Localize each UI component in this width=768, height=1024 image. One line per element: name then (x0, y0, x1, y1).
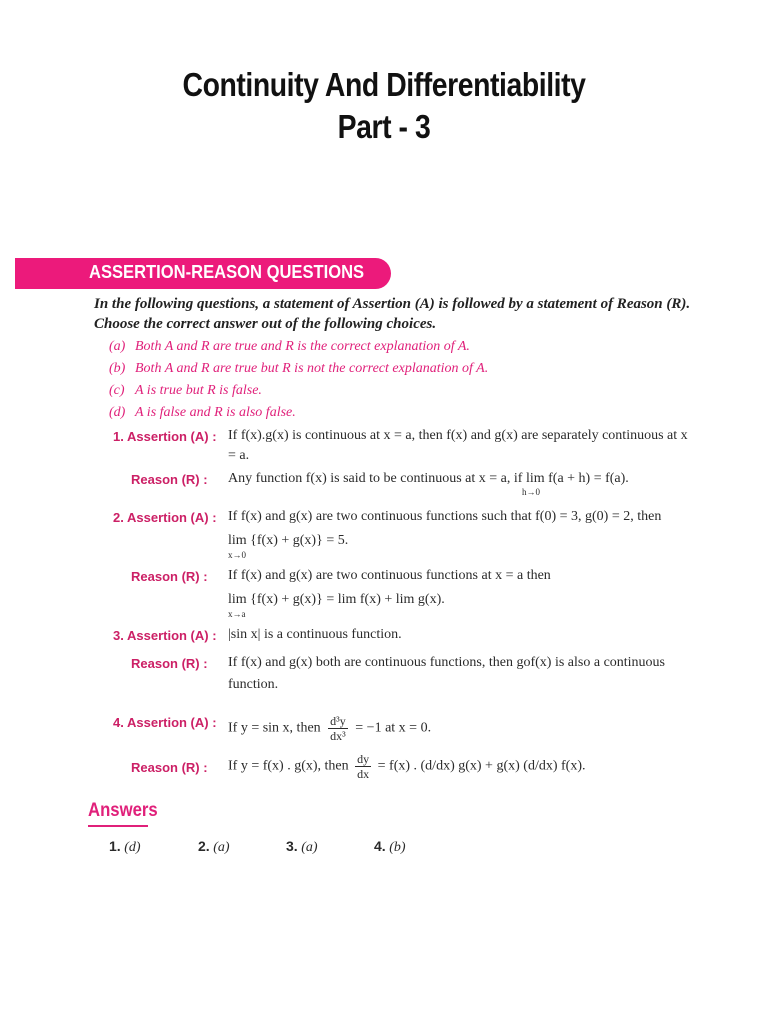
answer-value: (d) (124, 840, 141, 855)
choice-label: (c) (109, 383, 125, 398)
q2-reason-limit-sub: x→a (228, 609, 246, 619)
q2-reason-limit: lim {f(x) + g(x)} = lim f(x) + lim g(x). (228, 592, 445, 607)
fraction-denominator: dx³ (330, 729, 346, 743)
intro-line-2: Choose the correct answer out of the following choices. (94, 316, 437, 332)
q4-reason-fraction (355, 752, 371, 781)
choice-label: (d) (109, 405, 126, 420)
answer-4 (374, 838, 406, 856)
q2-assertion-limit: lim {f(x) + g(x)} = 5. (228, 533, 349, 548)
q2-reason: If f(x) and g(x) are two continuous functions at x = a then (228, 568, 551, 583)
assertion-label: Assertion (A) : (126, 715, 217, 730)
answer-number: 1. (109, 838, 121, 854)
q3-number: 3. (113, 628, 124, 643)
choice-label: (b) (109, 361, 126, 376)
answers-heading: Answers (88, 800, 158, 821)
assertion-label: Assertion (A) : (126, 429, 217, 444)
q2-assertion-label (113, 510, 217, 525)
q3-reason-label: Reason (R) : (131, 656, 208, 671)
choice-a (109, 339, 470, 355)
answers-underline (88, 825, 148, 827)
choice-b (109, 361, 488, 377)
q4-assertion-post: = −1 at x = 0. (355, 720, 432, 736)
section-banner (15, 258, 391, 289)
answer-3 (286, 838, 318, 856)
intro-line-1: In the following questions, a statement of Assertion (A) is followed by a statement of Reason (R). (94, 296, 691, 312)
q4-assertion-pre: If y = sin x, then (228, 720, 321, 736)
q1-assertion-label (113, 429, 217, 444)
q3-reason: If f(x) and g(x) both are continuous functions, then gof(x) is also a continuous (228, 655, 666, 670)
answer-number: 3. (286, 838, 298, 854)
answer-number: 2. (198, 838, 210, 854)
choice-c (109, 383, 262, 399)
answer-value: (a) (301, 840, 318, 855)
q1-reason-label: Reason (R) : (131, 472, 208, 487)
q2-assertion-limit-sub: x→0 (228, 550, 246, 560)
choice-text: A is false and R is also false. (135, 405, 296, 420)
q1-number: 1. (113, 429, 124, 444)
assertion-label: Assertion (A) : (126, 628, 217, 643)
q4-reason-post: = f(x) . (d/dx) g(x) + g(x) (d/dx) f(x). (377, 758, 586, 774)
q3-assertion: |sin x| is a continuous function. (228, 627, 402, 642)
choice-text: Both A and R are true and R is the correct explanation of A. (135, 339, 470, 354)
fraction-numerator: dy (357, 752, 370, 766)
page-subtitle: Part - 3 (337, 108, 431, 145)
assertion-label: Assertion (A) : (126, 510, 217, 525)
q1-assertion-cont: = a. (228, 448, 250, 463)
answer-value: (b) (389, 840, 406, 855)
q1-reason-limit-sub: h→0 (522, 487, 540, 497)
fraction-numerator: d³y (330, 714, 346, 728)
q4-reason-pre: If y = f(x) . g(x), then (228, 758, 349, 774)
page-title: Continuity And Differentiability (182, 66, 586, 103)
q1-reason: Any function f(x) is said to be continuous at x = a, if lim f(a + h) = f(a). (228, 471, 629, 486)
q4-number: 4. (113, 715, 124, 730)
q4-reason-label: Reason (R) : (131, 760, 208, 775)
answer-number: 4. (374, 838, 386, 854)
choice-d (109, 405, 296, 421)
q3-assertion-label (113, 628, 217, 643)
choice-label: (a) (109, 339, 126, 354)
q4-assertion (228, 714, 431, 743)
fraction-denominator: dx (357, 767, 370, 781)
answer-1 (109, 838, 141, 856)
answer-2 (198, 838, 230, 856)
choice-text: A is true but R is false. (135, 383, 262, 398)
answer-value: (a) (213, 840, 230, 855)
q3-reason-cont: function. (228, 677, 279, 692)
q2-assertion: If f(x) and g(x) are two continuous functions such that f(0) = 3, g(0) = 2, then (228, 509, 662, 524)
q4-reason (228, 752, 585, 781)
q2-number: 2. (113, 510, 124, 525)
section-heading: ASSERTION-REASON QUESTIONS (89, 262, 365, 282)
choice-text: Both A and R are true but R is not the correct explanation of A. (135, 361, 489, 376)
q1-assertion: If f(x).g(x) is continuous at x = a, then f(x) and g(x) are separately continuous at x (228, 428, 688, 443)
q2-reason-label: Reason (R) : (131, 569, 208, 584)
q4-assertion-label (113, 715, 217, 730)
q4-assertion-fraction (328, 714, 348, 743)
